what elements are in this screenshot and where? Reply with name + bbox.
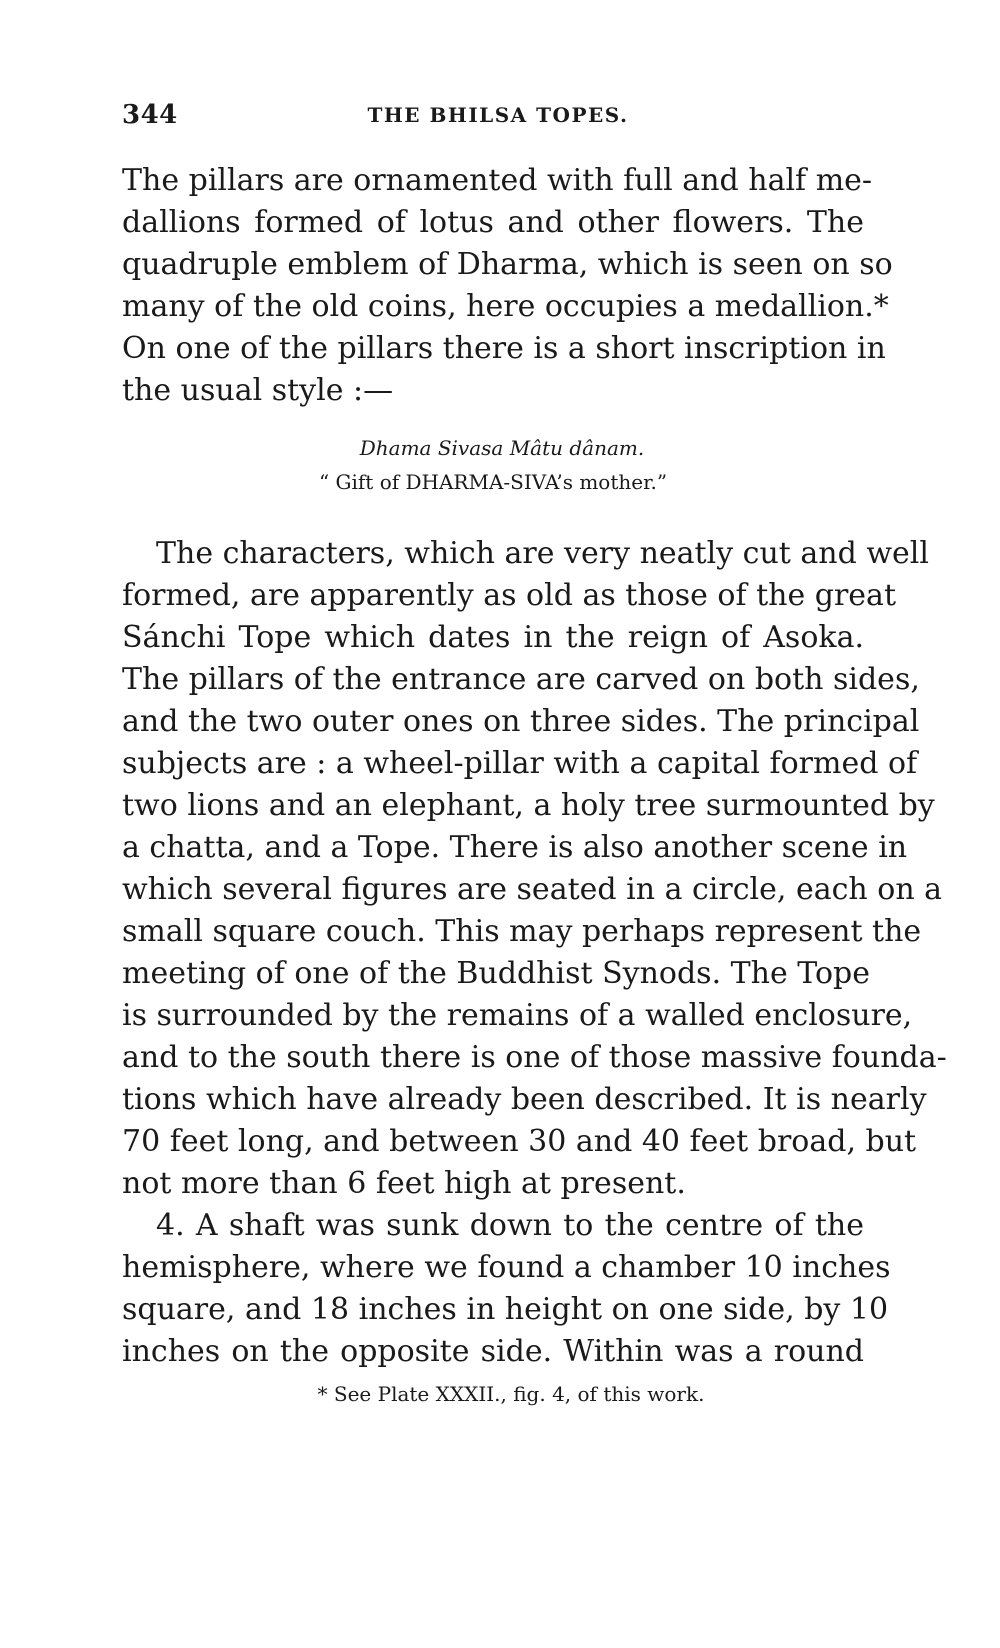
inscription-translation: “ Gift of DHARMA-SIVA’s mother.” — [318, 470, 668, 494]
text-line: is surrounded by the remains of a walled enclosure, — [122, 998, 913, 1033]
text-line: the usual style :— — [122, 373, 394, 408]
text-line: a chatta, and a Tope. There is also another scene in — [122, 830, 908, 865]
text-line: On one of the pillars there is a short inscription in — [122, 331, 886, 366]
running-title: THE BHILSA TOPES. — [367, 103, 629, 127]
text-line: The characters, which are very neatly cut and well — [156, 536, 929, 571]
text-line: inches on the opposite side. Within was a round — [122, 1334, 864, 1369]
text-line: quadruple emblem of Dharma, which is seen on so — [122, 247, 893, 282]
text-line: not more than 6 feet high at present. — [122, 1166, 686, 1201]
text-line: small square couch. This may perhaps represent the — [122, 914, 922, 949]
inscription-transliteration: Dhama Sivasa Mâtu dânam. — [359, 436, 645, 460]
text-line: and to the south there is one of those massive founda- — [122, 1040, 947, 1075]
text-line: The pillars of the entrance are carved on both sides, — [122, 662, 920, 697]
footnote: * See Plate XXXII., fig. 4, of this work. — [317, 1382, 705, 1406]
text-line: subjects are : a wheel-pillar with a capital formed of — [122, 746, 918, 781]
text-line: many of the old coins, here occupies a medallion.* — [122, 289, 889, 324]
text-line: 70 feet long, and between 30 and 40 feet broad, but — [122, 1124, 917, 1159]
text-line: square, and 18 inches in height on one side, by 10 — [122, 1292, 889, 1327]
inscription-block — [122, 433, 864, 497]
page-number: 344 — [122, 100, 178, 130]
text-line: hemisphere, where we found a chamber 10 inches — [122, 1250, 891, 1285]
paragraph-characters — [122, 533, 947, 1373]
text-line: Sánchi Tope which dates in the reign of Asoka. — [122, 620, 864, 655]
text-line: tions which have already been described. It is nearly — [122, 1082, 927, 1117]
text-line: formed, are apparently as old as those of the great — [122, 578, 896, 613]
paragraph-pillars — [122, 160, 893, 412]
text-line: and the two outer ones on three sides. The principal — [122, 704, 920, 739]
text-line: which several figures are seated in a circle, each on a — [122, 872, 943, 907]
text-line: meeting of one of the Buddhist Synods. The Tope — [122, 956, 870, 991]
text-line: dallions formed of lotus and other flowers. The — [122, 205, 864, 240]
text-line: The pillars are ornamented with full and half me- — [122, 163, 873, 198]
page-header — [122, 100, 874, 140]
text-line: two lions and an elephant, a holy tree surmounted by — [122, 788, 935, 823]
text-line: 4. A shaft was sunk down to the centre of the — [156, 1208, 864, 1243]
